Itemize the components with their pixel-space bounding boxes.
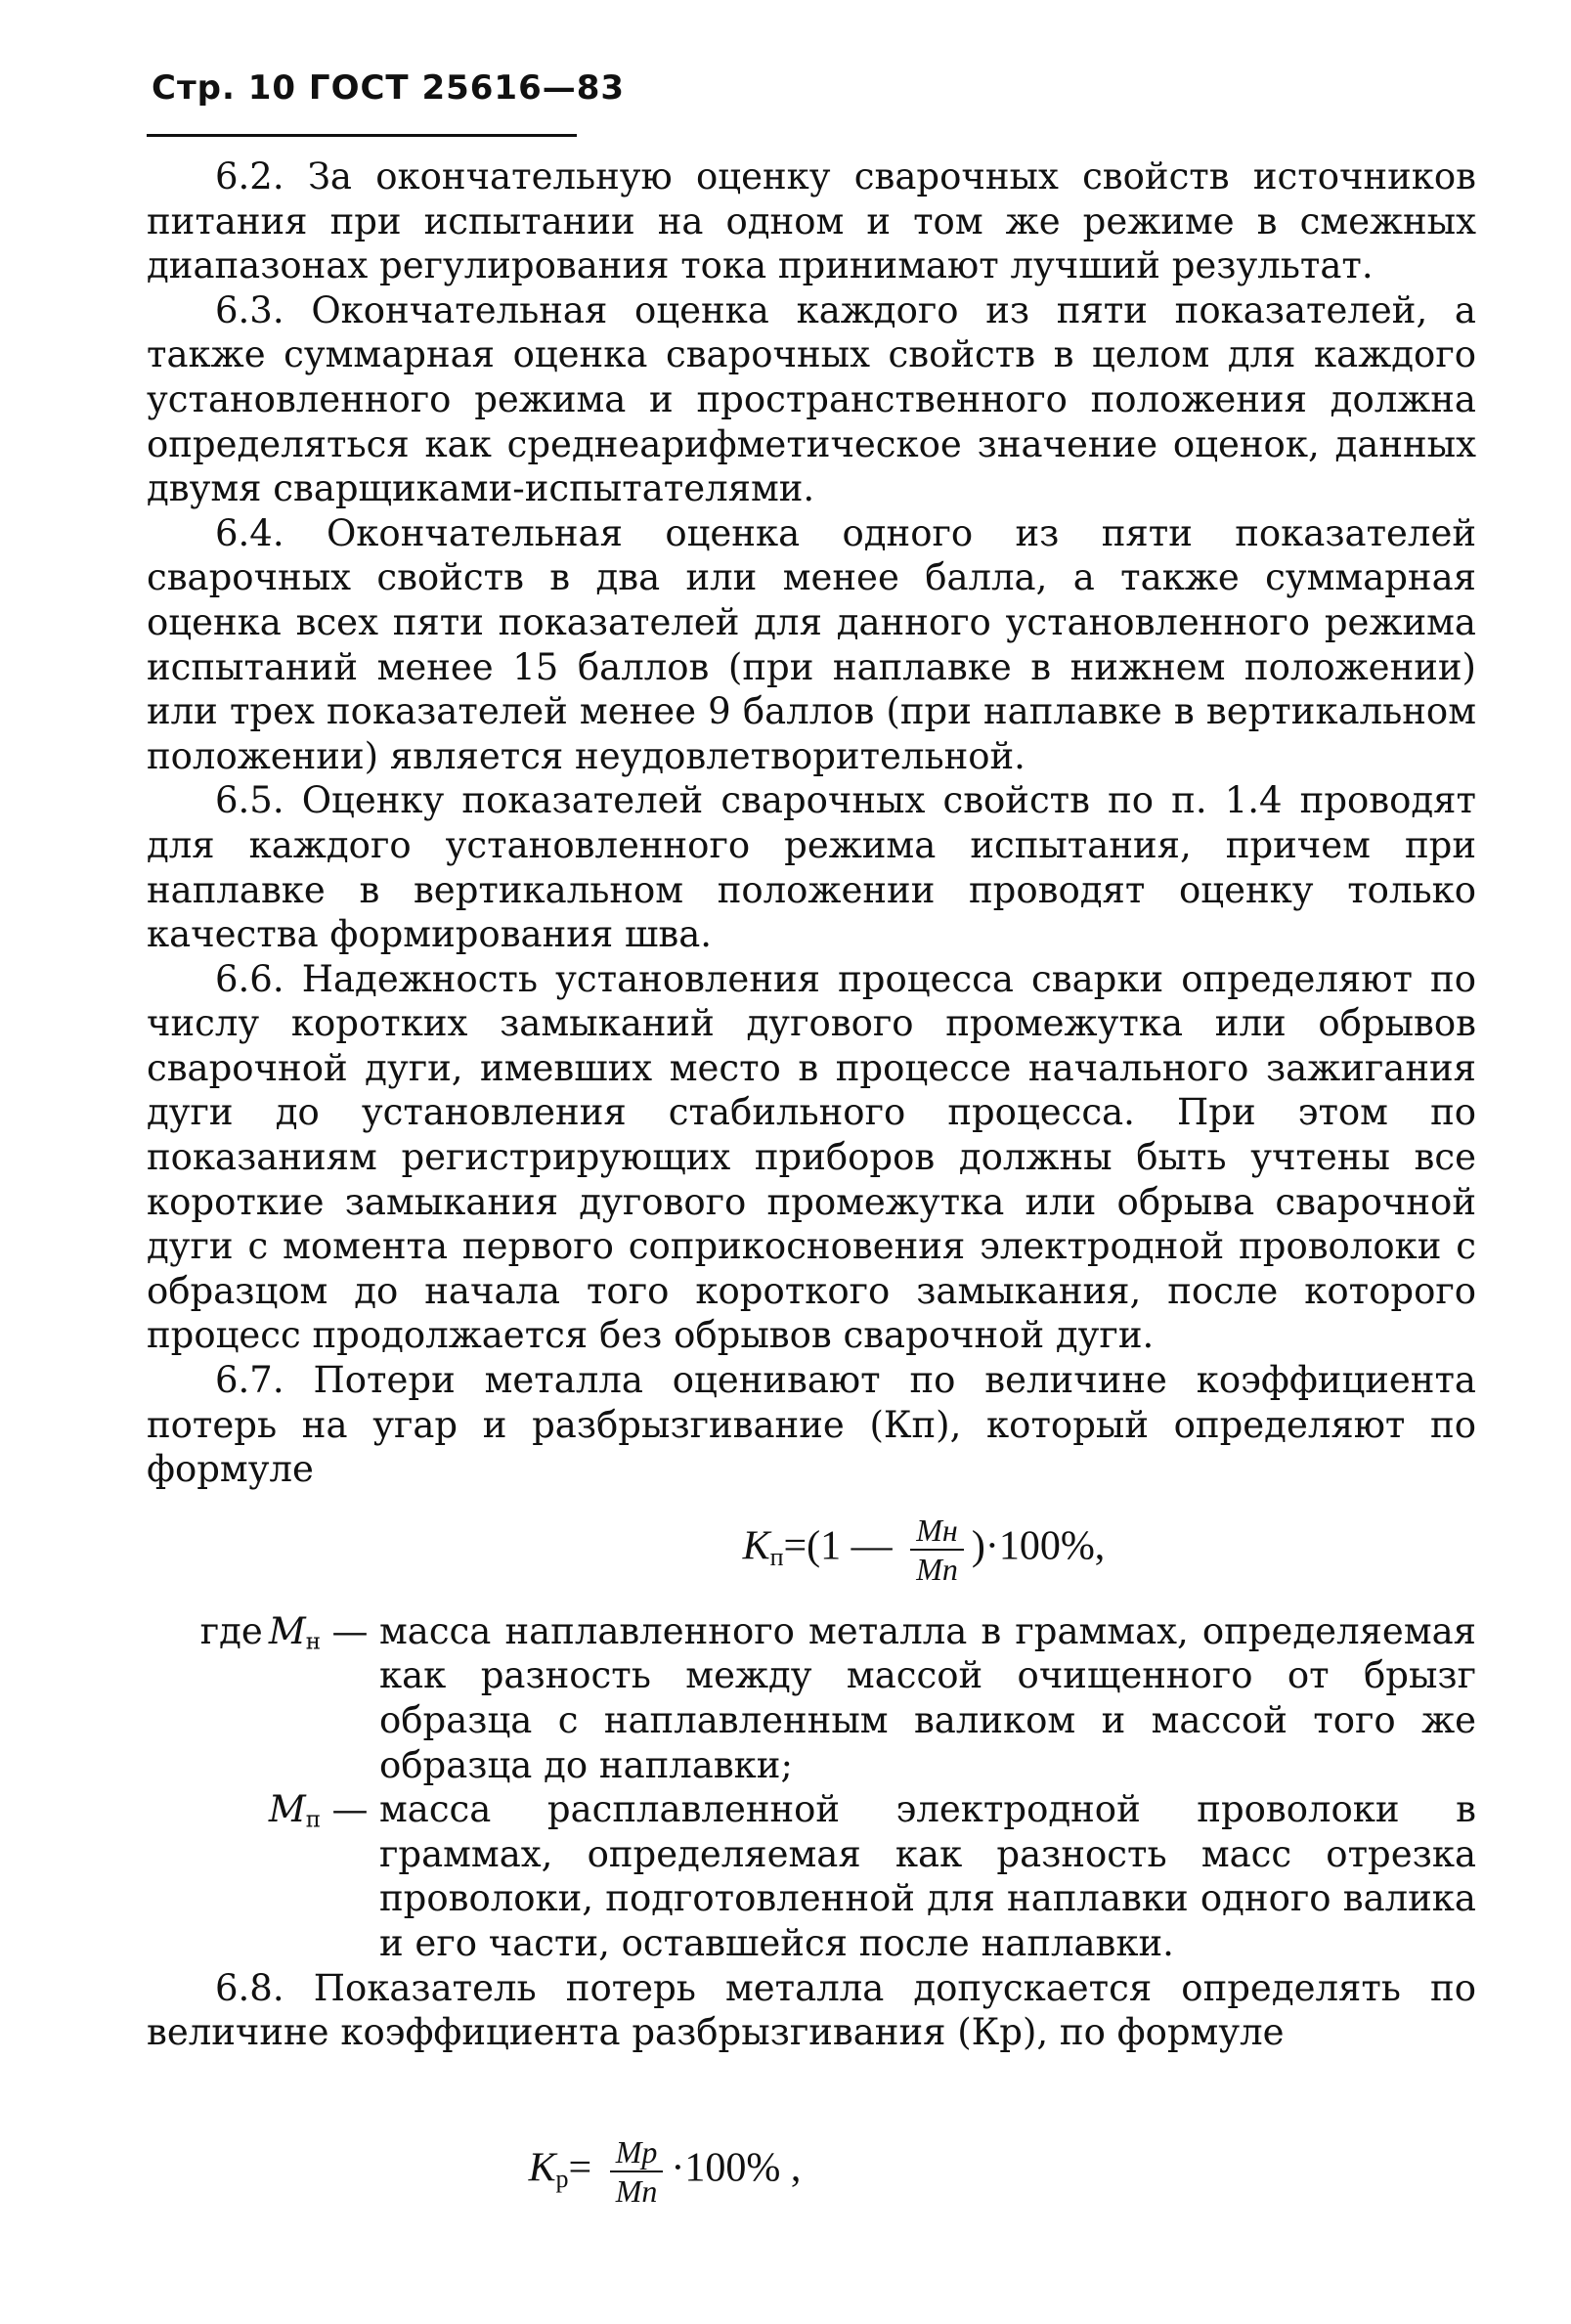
formula-spatter-coefficient [147,2055,1476,2251]
formula1-lhs: К [742,1523,770,1569]
formula2-eq: = [568,2145,592,2191]
definition-text: масса наплавленного металла в граммах, определяемая как разность между массой очищенного от брызг образца с наплавленным валиком и массой того же образца до наплавки; [379,1609,1476,1786]
formula2-numerator: Мр [610,2133,664,2172]
definition-symbol-sub: н [305,1629,321,1655]
definition-mp [147,1787,1476,1965]
definitions-list [147,1609,1476,1966]
paragraph-6-7: 6.7. Потери металла оценивают по величине коэффициента потерь на угар и разбрызгивание (Кп), который определяют по формуле [147,1359,1476,1491]
formula1-lhs-sub: п [769,1542,784,1571]
document-body [147,154,1476,2251]
definition-dash: — [331,1609,369,1652]
definition-symbol: М [268,1788,306,1831]
definition-symbol: М [268,1609,306,1652]
paragraph-6-4: 6.4. Окончательная оценка одного из пяти показателей сварочных свойств в два или менее балла, а также суммарная оценка всех пяти показателей для данного установленного режима испытаний менее 15 баллов (при наплавке в нижнем положении) или трех показателей менее 9 баллов (при наплавке в вертикальном положении) является неудовлетворительной. [147,511,1476,777]
definition-text: масса расплавленной электродной проволоки в граммах, определяемая как разность масс отрезка проволоки, подготовленной для наплавки одного валика и его части, оставшейся после наплавки. [379,1788,1476,1964]
formula1-fraction [910,1512,964,1588]
definition-symbol-sub: п [305,1807,321,1833]
paragraph-6-8: 6.8. Показатель потерь металла допускается определять по величине коэффициента разбрызгивания (Кр), по формуле [147,1966,1476,2054]
formula1-open: =(1 — [783,1523,893,1569]
formula2-tail: ·100% , [671,2145,802,2191]
formula1-numerator: Мн [910,1512,964,1551]
formula2-fraction [610,2133,664,2210]
header-rule [147,134,577,137]
formula1-denominator: Мп [916,1551,958,1587]
definition-dash: — [331,1788,369,1831]
formula-loss-coefficient [147,1492,1476,1609]
formula2-denominator: Мп [615,2172,658,2209]
paragraph-6-3: 6.3. Окончательная оценка каждого из пяти показателей, а также суммарная оценка сварочных свойств в целом для каждого установленного режима и пространственного положения должна определяться как среднеарифметическое значение оценок, данных двумя сварщиками-испытателями. [147,288,1476,510]
page-header: Стр. 10 ГОСТ 25616—83 [152,68,626,108]
formula1-close: )·100%, [971,1523,1106,1569]
definition-mn [147,1609,1476,1787]
paragraph-6-2: 6.2. За окончательную оценку сварочных свойств источников питания при испытании на одном и том же режиме в смежных диапазонах регулирования тока принимают лучший результат. [147,155,1476,287]
paragraph-6-6: 6.6. Надежность установления процесса сварки определяют по числу коротких замыканий дугового промежутка или обрывов сварочной дуги, имевших место в процессе начального зажигания дуги до установления стабильного процесса. При этом по показаниям регистрирующих приборов должны быть учтены все короткие замыкания дугового промежутка или обрыва сварочной дуги с момента первого соприкосновения электродной проволоки с образцом до начала того короткого замыкания, после которого процесс продолжается без обрывов сварочной дуги. [147,957,1476,1357]
definition-term [147,1609,379,1665]
paragraph-6-5: 6.5. Оценку показателей сварочных свойств по п. 1.4 проводят для каждого установленного режима испытания, причем при наплавке в вертикальном положении проводят оценку только качества формирования шва. [147,779,1476,956]
formula2-lhs: К [528,2145,556,2191]
definition-term [147,1787,379,1843]
where-label: где [199,1609,263,1652]
formula2-lhs-sub: р [555,2164,569,2193]
